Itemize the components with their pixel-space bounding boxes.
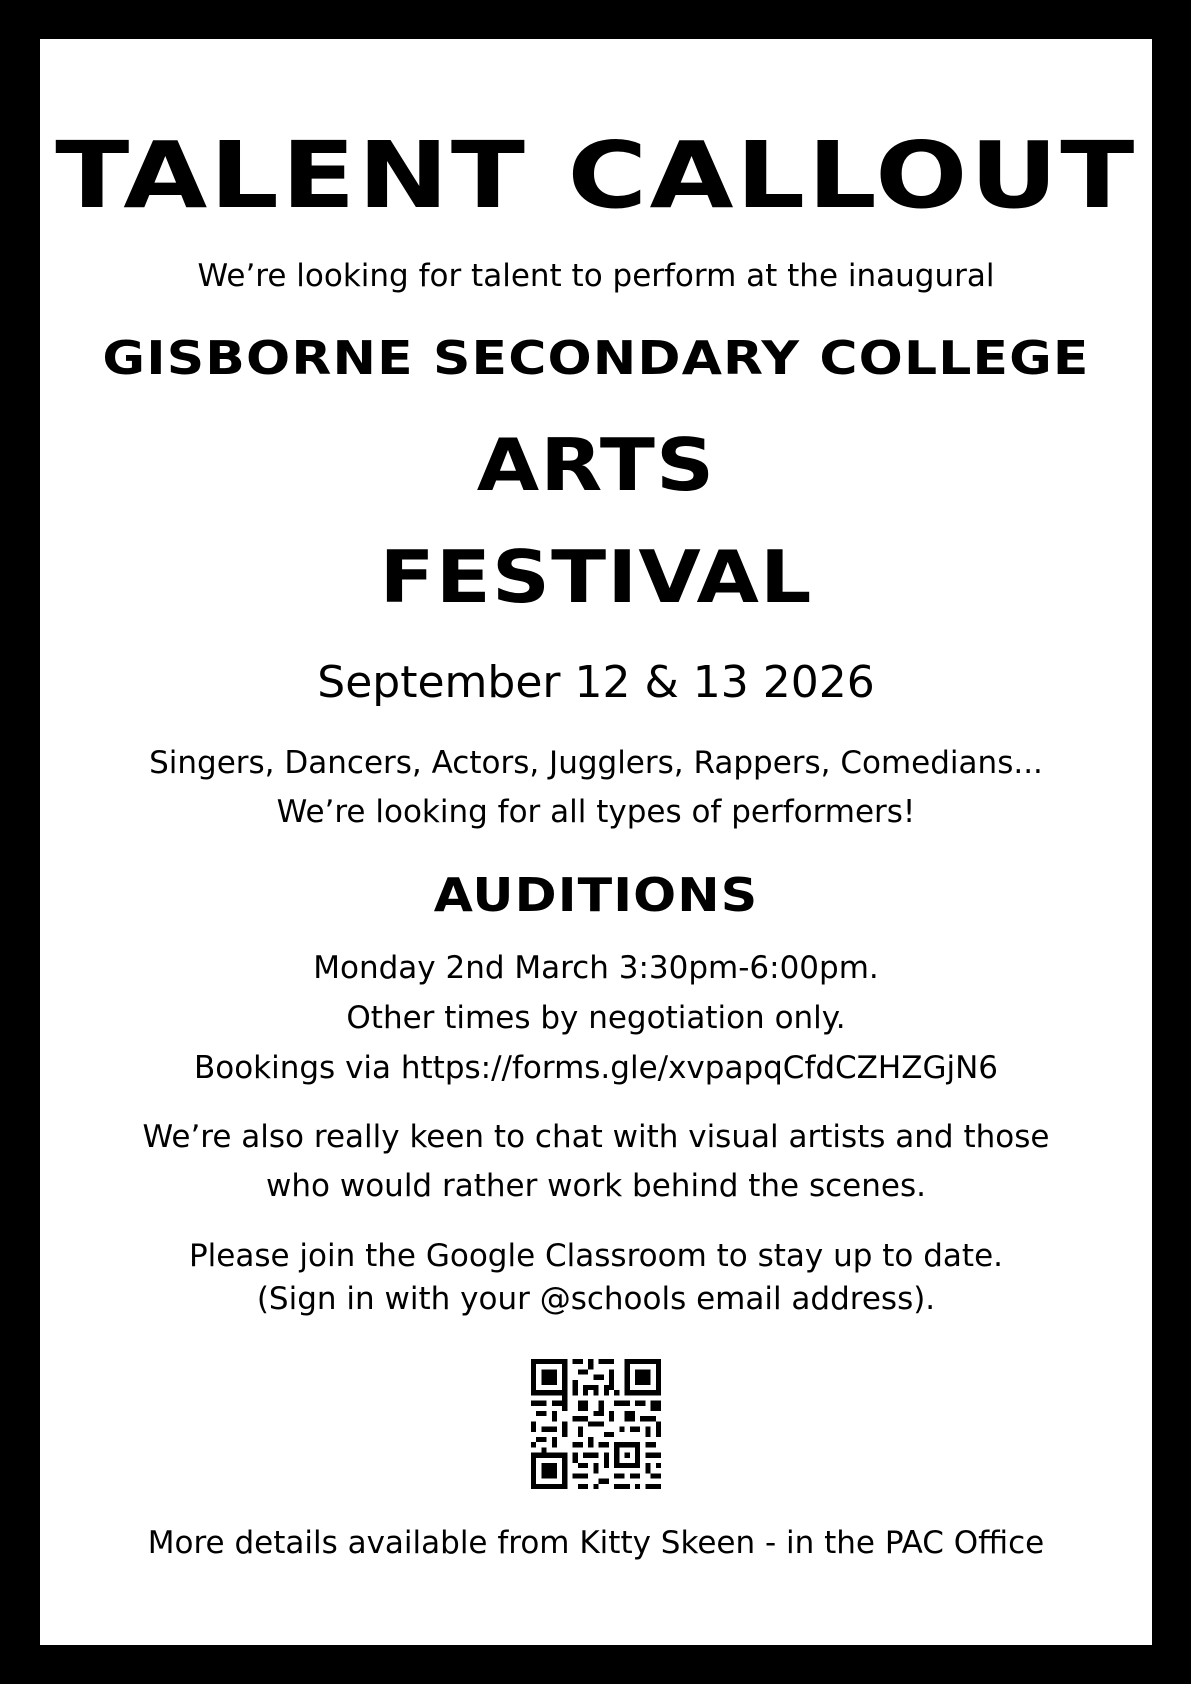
auditions-other-times: Other times by negotiation only. [346, 1000, 846, 1036]
intro-text: We’re looking for talent to perform at the inaugural [197, 258, 995, 294]
auditions-time: Monday 2nd March 3:30pm-6:00pm. [313, 950, 879, 986]
contact-details: More details available from Kitty Skeen - in the PAC Office [147, 1525, 1045, 1561]
poster-headline: TALENT CALLOUT [55, 122, 1137, 229]
event-title-line-1: ARTS [476, 423, 716, 507]
qr-code-icon[interactable] [531, 1359, 661, 1489]
event-dates: September 12 & 13 2026 [317, 657, 875, 708]
poster-sheet [40, 39, 1152, 1645]
performers-list: Singers, Dancers, Actors, Jugglers, Rappers, Comedians... [149, 745, 1043, 781]
event-title-line-2: FESTIVAL [379, 535, 813, 619]
visual-artists-line-1: We’re also really keen to chat with visual artists and those [142, 1119, 1050, 1155]
visual-artists-line-2: who would rather work behind the scenes. [266, 1168, 926, 1204]
performers-tagline: We’re looking for all types of performers! [276, 794, 916, 830]
classroom-line-1: Please join the Google Classroom to stay up to date. [188, 1238, 1004, 1274]
college-name: GISBORNE SECONDARY COLLEGE [102, 331, 1090, 385]
auditions-heading: AUDITIONS [433, 868, 759, 922]
auditions-bookings-link: Bookings via https://forms.gle/xvpapqCfdCZHZGjN6 [193, 1050, 999, 1086]
classroom-line-2: (Sign in with your @schools email address). [256, 1281, 936, 1317]
